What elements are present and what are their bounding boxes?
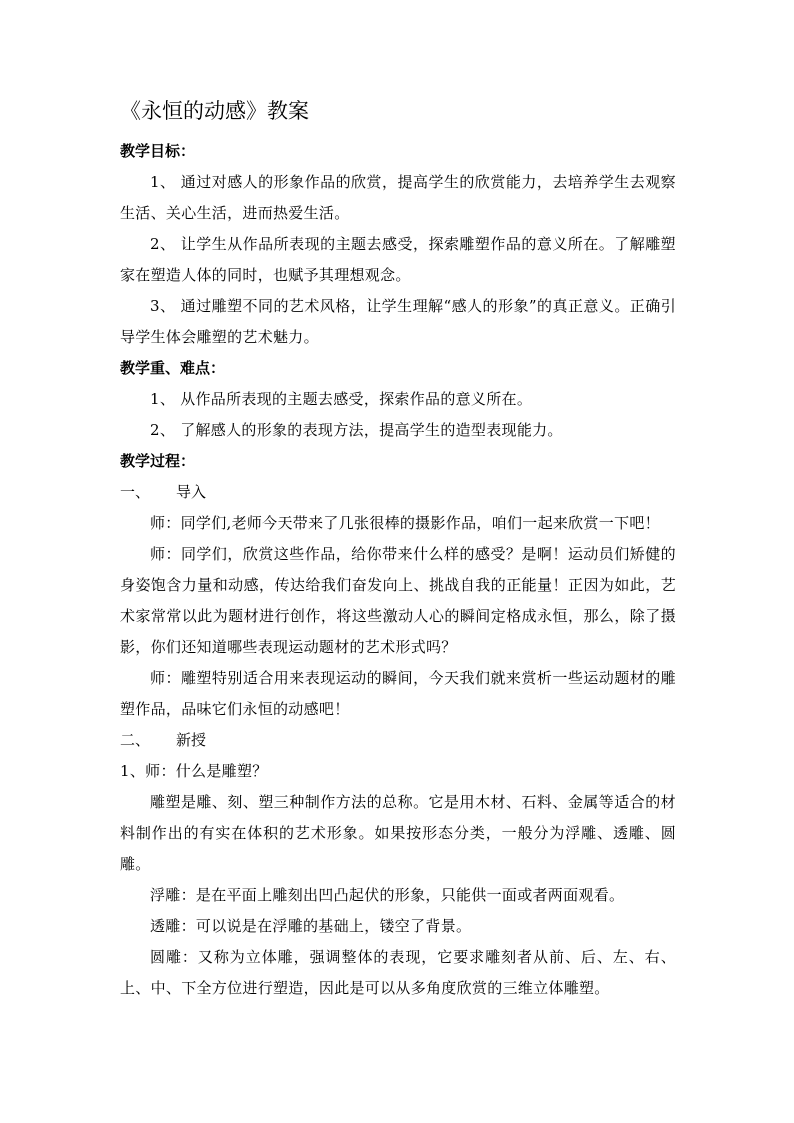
keypoint-item-1: 1、 从作品所表现的主题去感受，探索作品的意义所在。 xyxy=(150,390,533,408)
new-paragraph-2: 浮雕：是在平面上雕刻出凹凸起伏的形象，只能供一面或者两面观看。 xyxy=(150,886,625,904)
objective-item-3: 3、 通过雕塑不同的艺术风格，让学生理解“感人的形象”的真正意义。正确引导学生体会雕塑的艺术魅力。 xyxy=(120,297,676,346)
section-new-label: 新授 xyxy=(176,731,207,749)
new-paragraph-4: 圆雕：又称为立体雕，强调整体的表现，它要求雕刻者从前、后、左、右、上、中、下全方位进行塑造，因此是可以从多角度欣赏的三维立体雕塑。 xyxy=(120,948,676,997)
new-paragraph-1: 雕塑是雕、刻、塑三种制作方法的总称。它是用木材、石料、金属等适合的材料制作出的有实在体积的艺术形象。如果按形态分类，一般分为浮雕、透雕、圆雕。 xyxy=(120,793,676,873)
section-intro-label: 导入 xyxy=(176,483,207,501)
keypoint-item-2: 2、 了解感人的形象的表现方法，提高学生的造型表现能力。 xyxy=(150,421,563,439)
objectives-heading: 教学目标： xyxy=(120,142,196,160)
section-new-heading xyxy=(120,725,676,756)
process-heading: 教学过程： xyxy=(120,452,196,470)
section-new-number: 二、 xyxy=(120,731,151,749)
question-line: 1、师：什么是雕塑？ xyxy=(120,762,268,780)
keypoints-heading: 教学重、难点： xyxy=(120,359,226,377)
section-intro-heading xyxy=(120,477,676,508)
intro-paragraph-2: 师：同学们，欣赏这些作品，给你带来什么样的感受？是啊！运动员们矫健的身姿饱含力量和动感，传达给我们奋发向上、挑战自我的正能量！正因为如此，艺术家常常以此为题材进行创作，将这些激动人心的瞬间定格成永恒，那么，除了摄影，你们还知道哪些表现运动题材的艺术形式吗？ xyxy=(120,545,676,656)
document-page xyxy=(120,96,676,1004)
intro-paragraph-1: 师：同学们,老师今天带来了几张很棒的摄影作品，咱们一起来欣赏一下吧！ xyxy=(150,514,660,532)
document-title: 《永恒的动感》教案 xyxy=(120,99,309,123)
intro-paragraph-3: 师：雕塑特别适合用来表现运动的瞬间，今天我们就来赏析一些运动题材的雕塑作品，品味它们永恒的动感吧！ xyxy=(120,669,676,718)
section-intro-number: 一、 xyxy=(120,483,151,501)
new-paragraph-3: 透雕：可以说是在浮雕的基础上，镂空了背景。 xyxy=(150,917,472,935)
objective-item-1: 1、 通过对感人的形象作品的欣赏，提高学生的欣赏能力，去培养学生去观察生活、关心生活，进而热爱生活。 xyxy=(120,173,676,222)
objective-item-2: 2、 让学生从作品所表现的主题去感受，探索雕塑作品的意义所在。了解雕塑家在塑造人体的同时，也赋予其理想观念。 xyxy=(120,235,676,284)
